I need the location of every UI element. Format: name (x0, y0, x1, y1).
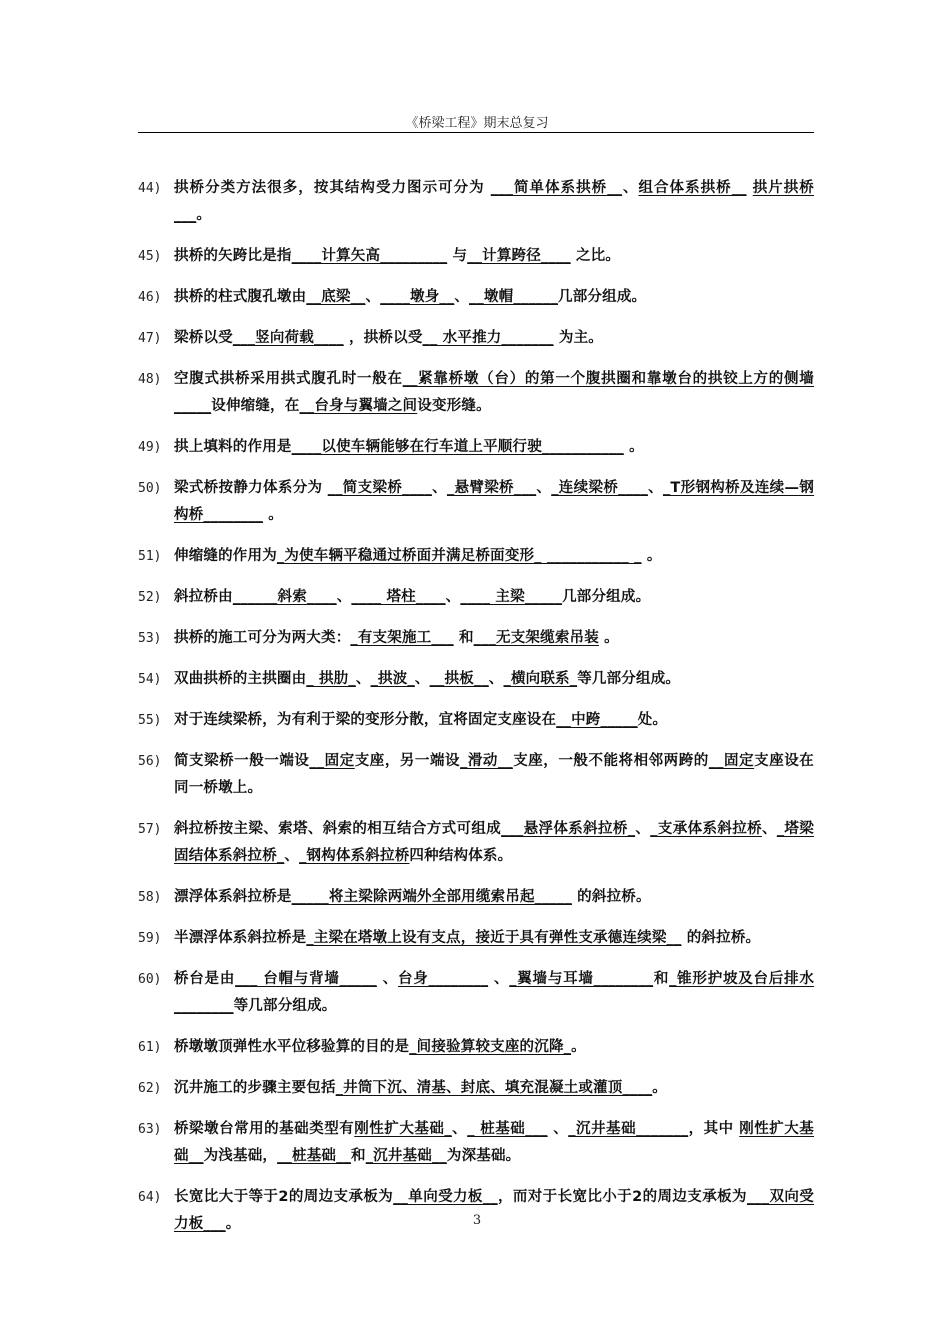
answer-blank: _有支架施工___ (350, 630, 454, 646)
question-fragment: 处。 (637, 712, 668, 728)
question-number: 52) (138, 590, 162, 605)
question-number: 48) (138, 372, 162, 387)
answer-blank: __拱板__ (429, 671, 489, 687)
answer-blank: __中跨_____ (556, 712, 638, 728)
question-fragment: 。 (196, 207, 212, 223)
question-item (138, 1075, 814, 1102)
question-fragment: 、 (635, 821, 651, 837)
question-item (138, 748, 814, 802)
question-number: 62) (138, 1081, 162, 1096)
question-text (174, 284, 814, 311)
question-fragment: 斜拉桥按主梁、索塔、斜索的相互结合方式可组成 (174, 821, 502, 837)
question-fragment: 支座，另一端设 (354, 753, 461, 769)
question-fragment: 半漂浮体系斜拉桥是 (174, 930, 307, 946)
question-number: 50) (138, 481, 162, 496)
question-fragment: 为深基础。 (446, 1148, 521, 1164)
question-list (138, 175, 814, 1252)
answer-blank: ______斜索____ (232, 589, 337, 605)
answer-blank: _悬臂梁桥___ (446, 480, 537, 496)
page-number: 3 (472, 1213, 482, 1228)
answer-blank: _拱波_ (370, 671, 415, 687)
answer-blank: _锥形护坡及台后排水________ (174, 971, 815, 1014)
question-fragment: 和 (653, 971, 670, 987)
question-item (138, 666, 814, 693)
question-number: 60) (138, 972, 162, 987)
question-number: 56) (138, 754, 162, 769)
question-number: 58) (138, 890, 162, 905)
question-text (174, 584, 814, 611)
question-fragment: 桥台是由 (174, 971, 236, 987)
answer-blank: __单向受力板__ (393, 1189, 498, 1205)
question-fragment: 、 (622, 180, 639, 196)
answer-blank: ____ 主梁_____ (460, 589, 563, 605)
question-number: 64) (138, 1190, 162, 1205)
question-fragment: 、 (451, 1121, 468, 1137)
question-fragment: 梁式桥按静力体系分为 (174, 480, 328, 496)
question-fragment: 等几部分组成。 (233, 998, 337, 1014)
question-text (174, 1075, 814, 1102)
question-text (174, 543, 814, 570)
question-text (174, 816, 814, 870)
answer-blank: ___简单体系拱桥__ (490, 180, 623, 196)
question-fragment: 为主。 (553, 330, 603, 346)
question-fragment: 漂浮体系斜拉桥是 (174, 889, 292, 905)
question-item (138, 625, 814, 652)
question-item (138, 707, 814, 734)
question-fragment: 拱上填料的作用是 (174, 439, 292, 455)
answer-blank: _间接验算较支座的沉降_ (409, 1039, 572, 1055)
question-item (138, 284, 814, 311)
question-fragment: 拱桥分类方法很多，按其结构受力图示可分为 (174, 180, 491, 196)
answer-blank: _ 拱肋_ (306, 671, 356, 687)
answer-blank: _支承体系斜拉桥 (650, 821, 762, 837)
answer-blank: ___无支架缆索吊装 (473, 630, 599, 646)
question-fragment: 为浅基础， (203, 1148, 278, 1164)
question-fragment: 、 (547, 1121, 569, 1137)
question-item (138, 816, 814, 870)
question-text (174, 707, 814, 734)
answer-blank: __固定 (309, 753, 355, 769)
question-text (174, 666, 814, 693)
question-fragment: 。 (225, 1216, 241, 1232)
question-fragment: 、 (536, 480, 552, 496)
question-number: 53) (138, 631, 162, 646)
question-fragment: ，拱桥以受 (343, 330, 423, 346)
question-fragment: 几部分组成。 (562, 589, 651, 605)
answer-blank: __紧靠桥墩（台）的第一个腹拱圈和靠墩台的拱铰上方的侧墙_____ (174, 371, 814, 414)
page-header-title: 《桥梁工程》期末总复习 (405, 116, 549, 131)
question-number: 44) (138, 181, 162, 196)
answer-blank: __台身与翼墙之间 (299, 398, 418, 414)
question-fragment: 几部分组成。 (558, 289, 647, 305)
answer-blank: ___悬浮体系斜拉桥_ (501, 821, 636, 837)
question-text (174, 625, 814, 652)
answer-blank: __计算跨径____ (467, 248, 571, 264)
question-fragment: 对于连续梁桥，为有利于梁的变形分散，宜将固定支座设在 (174, 712, 557, 728)
answer-blank: ____ 塔柱____ (351, 589, 446, 605)
question-fragment: 。 (652, 1080, 667, 1096)
answer-blank: ___ 台帽与背墙_____ (235, 971, 377, 987)
answer-blank: __墩帽______ (469, 289, 559, 305)
question-fragment: ，而对于长宽比小于2的周边支承板为 (497, 1189, 747, 1205)
answer-blank: 组合体系拱桥__ (638, 180, 747, 196)
question-fragment: 沉井施工的步骤主要包括 (174, 1080, 336, 1096)
question-fragment: 、 (761, 821, 777, 837)
answer-blank: _横向联系_ (503, 671, 578, 687)
answer-blank: _沉井基础_______ (568, 1121, 689, 1137)
question-item (138, 1116, 814, 1170)
question-item (138, 543, 814, 570)
question-fragment: 斜拉桥由 (174, 589, 233, 605)
question-fragment: 、 (431, 480, 447, 496)
question-fragment: 。 (641, 548, 662, 564)
answer-blank: _____将主梁除两端外全部用缆索吊起_____ (291, 889, 572, 905)
question-number: 63) (138, 1122, 162, 1137)
question-fragment: 空腹式拱桥采用拱式腹孔时一般在 (174, 371, 403, 387)
question-text (174, 1034, 814, 1061)
question-fragment: 简支梁桥一般一端设 (174, 753, 310, 769)
question-item (138, 434, 814, 461)
question-fragment: 拱桥的矢跨比是指 (174, 248, 292, 264)
question-fragment: 等几部分组成。 (577, 671, 681, 687)
question-fragment: 、 (365, 289, 381, 305)
question-fragment: 双曲拱桥的主拱圈由 (174, 671, 307, 687)
answer-blank: _塔梁固结体系斜拉桥_ (174, 821, 815, 864)
question-fragment: 、 (647, 480, 663, 496)
question-text (174, 366, 814, 420)
question-item (138, 925, 814, 952)
question-fragment: 设变形缝。 (417, 398, 491, 414)
question-fragment: 、 (336, 589, 352, 605)
question-item (138, 584, 814, 611)
answer-blank: ____以使车辆能够在行车道上平顺行驶___________ (291, 439, 624, 455)
question-fragment: 四种结构体系。 (409, 848, 513, 864)
question-text (174, 175, 814, 229)
question-item (138, 175, 814, 229)
answer-blank: __固定 (708, 753, 755, 769)
answer-blank: ______ (218, 507, 264, 523)
question-fragment: 。 (571, 1039, 586, 1055)
question-fragment: 之比。 (570, 248, 621, 264)
question-fragment: 桥墩墩顶弹性水平位移验算的目的是 (174, 1039, 410, 1055)
question-fragment: 、 (454, 289, 470, 305)
question-fragment: 。 (598, 630, 619, 646)
question-fragment: 、 (488, 971, 510, 987)
answer-blank: ___竖向荷载____ (232, 330, 344, 346)
answer-blank: _T形钢构桥及连续—钢构桥__ (174, 480, 815, 523)
header-rule (138, 132, 814, 133)
answer-blank: _连续梁桥____ (551, 480, 648, 496)
question-text (174, 884, 814, 911)
question-fragment: 支座，一般不能将相邻两跨的 (512, 753, 709, 769)
question-item (138, 966, 814, 1020)
question-number: 54) (138, 672, 162, 687)
answer-blank: ____墩身__ (380, 289, 455, 305)
question-fragment: 和 (351, 1148, 366, 1164)
question-item (138, 1184, 814, 1238)
answer-blank: 刚性扩大基础_ (354, 1121, 452, 1137)
question-fragment: 拱桥的施工可分为两大类： (174, 630, 351, 646)
answer-blank: _沉井基础__ (365, 1148, 447, 1164)
question-fragment: 、 (284, 848, 300, 864)
answer-blank: __桩基础__ (277, 1148, 352, 1164)
question-fragment: 、 (414, 671, 430, 687)
question-fragment: 支座设在同一桥墩上。 (174, 753, 814, 796)
question-item (138, 325, 814, 352)
answer-blank: _主梁在塔墩上设有支点，接近于具有弹性支承德连续梁__ (306, 930, 682, 946)
question-fragment: 和 (453, 630, 474, 646)
question-fragment: 、 (445, 589, 461, 605)
question-fragment: 。 (263, 507, 283, 523)
question-number: 47) (138, 331, 162, 346)
question-item (138, 884, 814, 911)
question-fragment: 的斜拉桥。 (681, 930, 761, 946)
answer-blank: __底梁__ (306, 289, 366, 305)
question-number: 51) (138, 549, 162, 564)
question-text (174, 1116, 814, 1170)
question-number: 49) (138, 440, 162, 455)
question-text (174, 475, 814, 529)
answer-blank: _为使车辆平稳通过桥面并满足桥面变形_ ___________ _ (276, 548, 642, 564)
question-text (174, 325, 814, 352)
question-fragment: 。 (623, 439, 644, 455)
question-number: 57) (138, 822, 162, 837)
question-text (174, 243, 814, 270)
question-number: 46) (138, 290, 162, 305)
question-number: 45) (138, 249, 162, 264)
question-fragment: 设伸缩缝，在 (211, 398, 300, 414)
answer-blank: _井筒下沉、清基、封底、填充混凝土或灌顶____ (335, 1080, 653, 1096)
question-text (174, 925, 814, 952)
question-fragment: 、 (355, 671, 371, 687)
answer-blank: _ 桩基础___ (467, 1121, 548, 1137)
answer-blank: __ 水平推力_______ (422, 330, 554, 346)
answer-blank: _钢构体系斜拉桥 (299, 848, 410, 864)
answer-blank: 刚性扩大基础__ (174, 1121, 815, 1164)
question-item (138, 243, 814, 270)
question-fragment: 伸缩缝的作用为 (174, 548, 277, 564)
question-item (138, 366, 814, 420)
question-item (138, 1034, 814, 1061)
question-fragment: 桥梁墩台常用的基础类型有 (174, 1121, 355, 1137)
question-text (174, 434, 814, 461)
answer-blank: ____计算矢高_________ (291, 248, 448, 264)
question-number: 55) (138, 713, 162, 728)
question-number: 59) (138, 931, 162, 946)
answer-blank: 拱片拱桥___ (174, 180, 815, 223)
question-fragment: 的斜拉桥。 (571, 889, 651, 905)
question-fragment: 梁桥以受 (174, 330, 233, 346)
question-item (138, 475, 814, 529)
question-text (174, 1184, 814, 1238)
question-fragment: 长宽比大于等于2的周边支承板为 (174, 1189, 394, 1205)
answer-blank: _滑动__ (460, 753, 513, 769)
answer-blank: _翼墙与耳墙________ (509, 971, 654, 987)
question-text (174, 966, 814, 1020)
question-fragment: ，其中 (688, 1121, 740, 1137)
answer-blank: ___双向受力板___ (174, 1189, 815, 1232)
question-number: 61) (138, 1040, 162, 1055)
answer-blank: 台身________ (398, 971, 489, 987)
question-fragment: 拱桥的柱式腹孔墩由 (174, 289, 307, 305)
question-fragment: 与 (447, 248, 468, 264)
answer-blank: __简支梁桥____ (327, 480, 432, 496)
question-fragment: 、 (488, 671, 504, 687)
question-text (174, 748, 814, 802)
question-fragment: 、 (376, 971, 398, 987)
